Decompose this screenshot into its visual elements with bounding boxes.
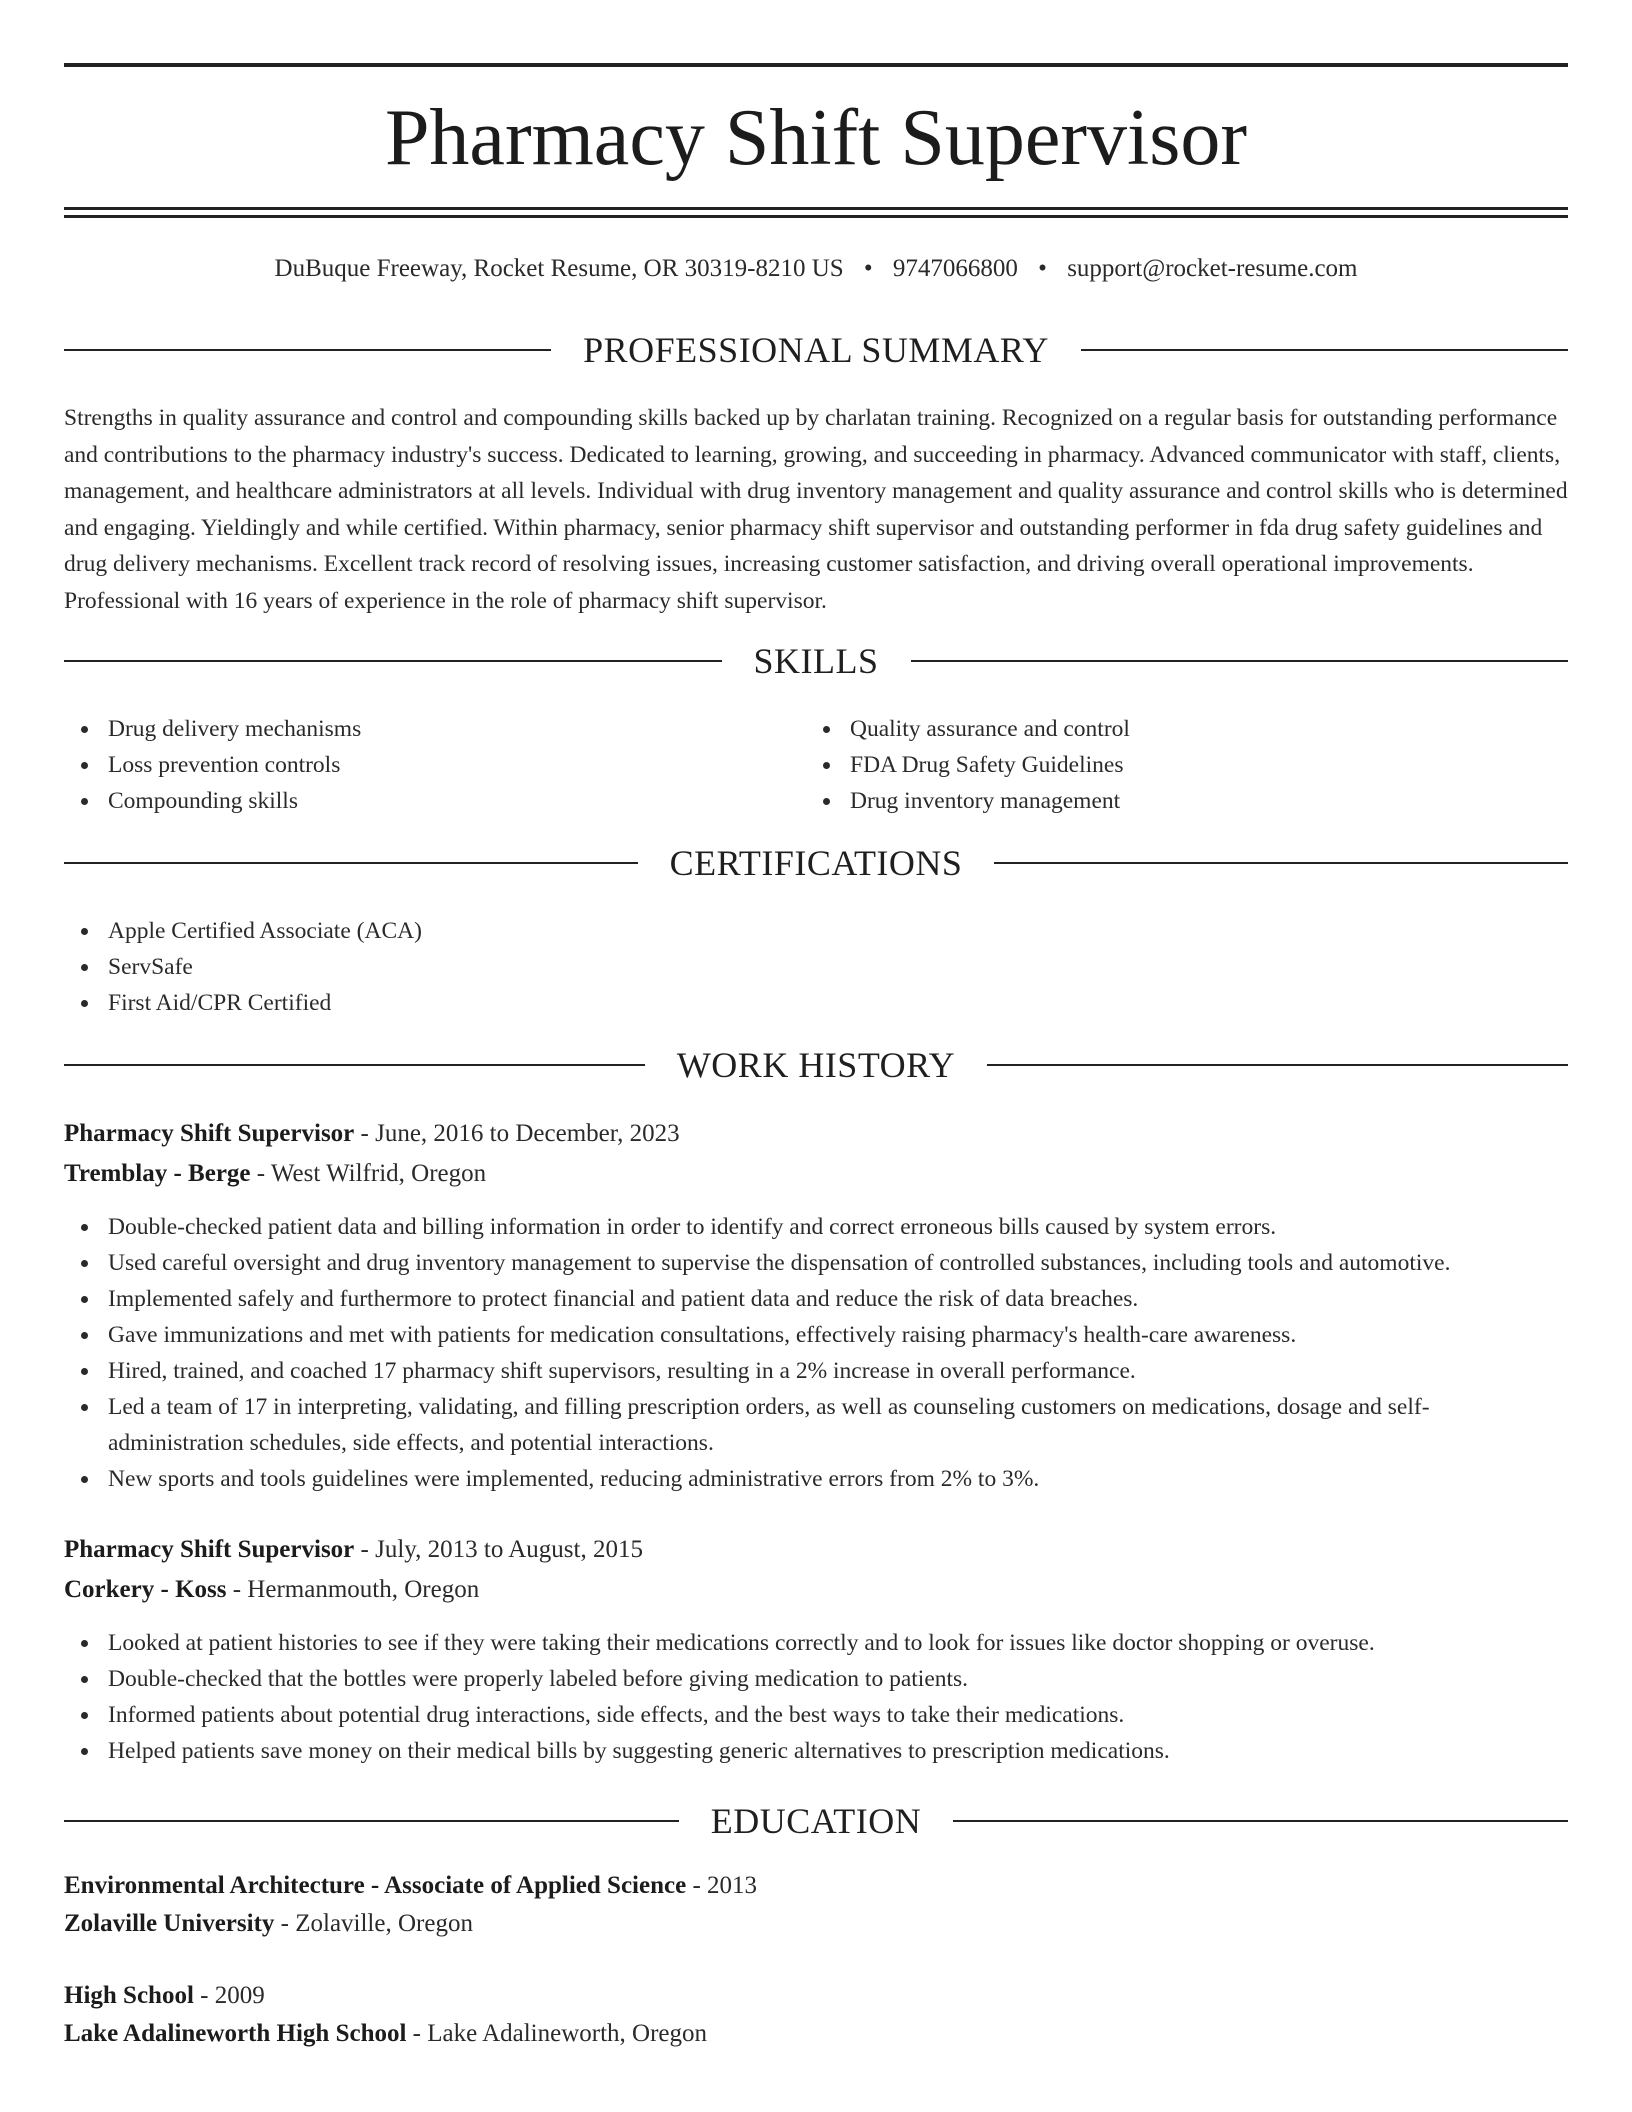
certification-item: Apple Certified Associate (ACA) — [64, 913, 1568, 949]
resume-title: Pharmacy Shift Supervisor — [384, 94, 1248, 182]
section-heading-summary — [64, 328, 1568, 372]
job-location: - West Wilfrid, Oregon — [250, 1160, 487, 1187]
heading-label: PROFESSIONAL SUMMARY — [583, 330, 1049, 370]
job-bullet: Used careful oversight and drug inventory management to supervise the dispensation of controlled substances, including tools and automotive. — [64, 1245, 1568, 1281]
job-company-line — [64, 1574, 1568, 1606]
education-location: - Zolaville, Oregon — [274, 1910, 473, 1937]
certification-item: ServSafe — [64, 949, 1568, 985]
heading-label: SKILLS — [753, 641, 879, 681]
top-rule — [64, 63, 1568, 67]
skill-item: FDA Drug Safety Guidelines — [806, 747, 1566, 783]
skill-item: Compounding skills — [64, 783, 804, 819]
skills-list-left — [64, 711, 804, 819]
certifications-list — [64, 913, 1568, 1021]
contact-separator: • — [863, 255, 873, 282]
section-heading-work-history — [64, 1043, 1568, 1087]
job-company-line — [64, 1158, 1568, 1190]
contact-email: support@rocket-resume.com — [1067, 255, 1358, 282]
education-year: - 2009 — [193, 1982, 265, 2009]
job-bullet: Double-checked that the bottles were properly labeled before giving medication to patients. — [64, 1661, 1568, 1697]
job-title: Pharmacy Shift Supervisor — [64, 1120, 355, 1147]
heading-rule — [64, 1820, 679, 1822]
job-title: Pharmacy Shift Supervisor — [64, 1536, 355, 1563]
job-title-line — [64, 1118, 1568, 1150]
heading-rule — [911, 660, 1569, 662]
education-school-line — [64, 2018, 1568, 2050]
skills-list-right — [806, 711, 1566, 819]
job-bullet: Informed patients about potential drug interactions, side effects, and the best ways to take their medications. — [64, 1697, 1568, 1733]
heading-rule — [987, 1064, 1568, 1066]
job-bullet: New sports and tools guidelines were implemented, reducing administrative errors from 2% to 3%. — [64, 1461, 1568, 1497]
job-dates: - June, 2016 to December, 2023 — [354, 1120, 680, 1147]
contact-address: DuBuque Freeway, Rocket Resume, OR 30319-8210 US — [274, 255, 844, 282]
education-school-line — [64, 1908, 1568, 1940]
job-bullet: Looked at patient histories to see if they were taking their medications correctly and to look for issues like doctor shopping or overuse. — [64, 1625, 1568, 1661]
heading-label: EDUCATION — [710, 1801, 922, 1841]
education-school: Zolaville University — [64, 1910, 275, 1937]
job-bullet: Led a team of 17 in interpreting, validating, and filling prescription orders, as well as counseling customers on medications, dosage and self-administration schedules, side effects, and potential interactions. — [64, 1389, 1568, 1461]
job-bullets — [64, 1625, 1568, 1769]
heading-rule — [64, 1064, 645, 1066]
contact-phone: 9747066800 — [892, 255, 1018, 282]
heading-rule — [1081, 349, 1568, 351]
heading-rule — [994, 862, 1568, 864]
summary-text: Strengths in quality assurance and control and compounding skills backed up by charlatan training. Recognized on a regular basis for outstanding performance and contributions to the pharmacy industry's success. Dedicated to learning, growing, and succeeding in pharmacy. Advanced communicator with staff, clients, management, and healthcare administrators at all levels. Individual with drug inventory management and quality assurance and control skills who is determined and engaging. Yieldingly and while certified. Within pharmacy, senior pharmacy shift supervisor and outstanding performer in fda drug safety guidelines and drug delivery mechanisms. Excellent track record of resolving issues, increasing customer satisfaction, and driving overall operational improvements. Professional with 16 years of experience in the role of pharmacy shift supervisor. — [64, 405, 1568, 614]
job-bullet: Helped patients save money on their medical bills by suggesting generic alternatives to prescription medications. — [64, 1733, 1568, 1769]
job-bullet: Implemented safely and furthermore to protect financial and patient data and reduce the risk of data breaches. — [64, 1281, 1568, 1317]
education-degree: Environmental Architecture - Associate of Applied Science — [64, 1872, 687, 1899]
contact-line — [64, 253, 1568, 285]
job-bullets — [64, 1209, 1568, 1497]
skill-item: Drug delivery mechanisms — [64, 711, 804, 747]
title-rule-upper — [64, 207, 1568, 210]
job-company: Tremblay - Berge — [64, 1160, 251, 1187]
section-heading-certifications — [64, 841, 1568, 885]
heading-rule — [953, 1820, 1568, 1822]
education-year: - 2013 — [686, 1872, 758, 1899]
job-dates: - July, 2013 to August, 2015 — [354, 1536, 643, 1563]
certification-item: First Aid/CPR Certified — [64, 985, 1568, 1021]
education-location: - Lake Adalineworth, Oregon — [406, 2020, 708, 2047]
job-company: Corkery - Koss — [64, 1576, 227, 1603]
contact-separator: • — [1038, 255, 1047, 282]
education-school: Lake Adalineworth High School — [64, 2020, 407, 2047]
heading-rule — [64, 349, 551, 351]
education-degree-line — [64, 1980, 1568, 2012]
job-bullet: Double-checked patient data and billing information in order to identify and correct erroneous bills caused by system errors. — [64, 1209, 1568, 1245]
heading-rule — [64, 660, 722, 662]
education-degree-line — [64, 1870, 1568, 1902]
job-bullet: Hired, trained, and coached 17 pharmacy shift supervisors, resulting in a 2% increase in overall performance. — [64, 1353, 1568, 1389]
skill-item: Quality assurance and control — [806, 711, 1566, 747]
heading-label: WORK HISTORY — [676, 1045, 956, 1085]
section-heading-skills — [64, 639, 1568, 683]
job-bullet: Gave immunizations and met with patients for medication consultations, effectively raising pharmacy's health-care awareness. — [64, 1317, 1568, 1353]
job-location: - Hermanmouth, Oregon — [226, 1576, 480, 1603]
education-degree: High School — [64, 1982, 194, 2009]
title-rule-lower — [64, 215, 1568, 218]
heading-rule — [64, 862, 638, 864]
skill-item: Drug inventory management — [806, 783, 1566, 819]
job-title-line — [64, 1534, 1568, 1566]
skill-item: Loss prevention controls — [64, 747, 804, 783]
section-heading-education — [64, 1799, 1568, 1843]
heading-label: CERTIFICATIONS — [669, 843, 963, 883]
